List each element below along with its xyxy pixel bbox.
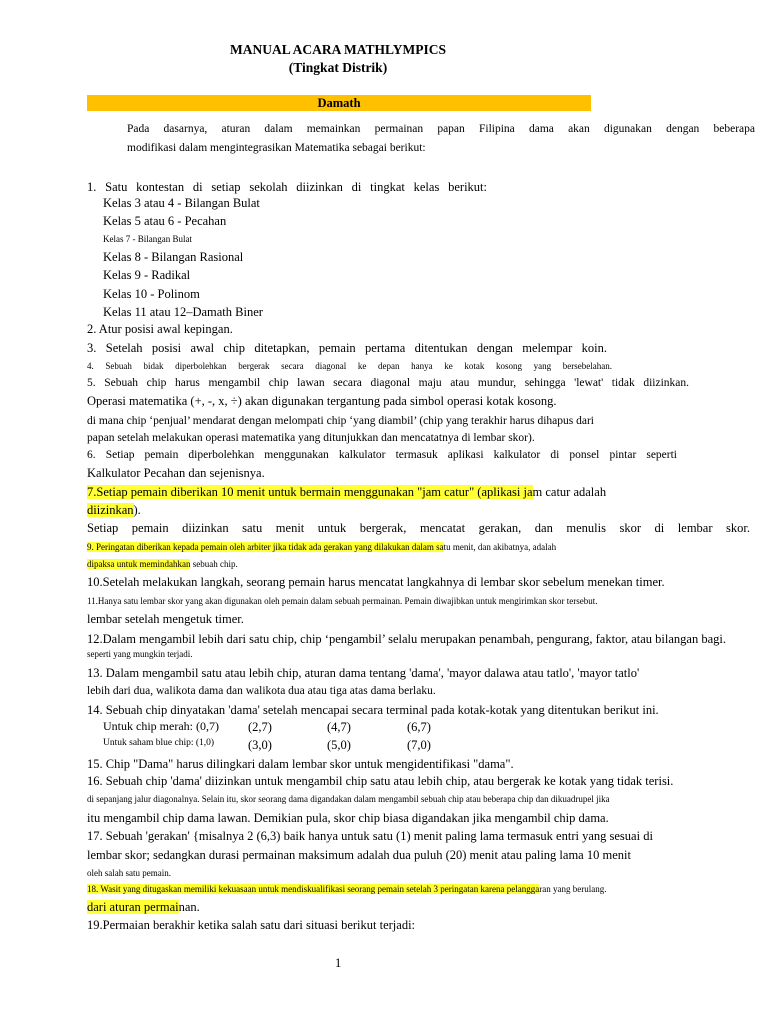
rule-17: 17. Sebuah 'gerakan' {misalnya 2 (6,3) baik hanya untuk satu (1) menit paling lama termasuk entri yang sesuai di [87, 829, 653, 843]
blue-chip-pos-1: (3,0) [248, 738, 272, 752]
rule-17-line-3: oleh salah satu pemain. [87, 868, 171, 878]
rule-18-line-2-tail: nan. [178, 900, 200, 914]
blue-chip-pos-3: (7,0) [407, 738, 431, 752]
rule-8: Setiap pemain diizinkan satu menit untuk bergerak, mencatat gerakan, dan menulis skor di lembar skor. [87, 521, 750, 535]
rule-7-line-2 [87, 503, 141, 518]
rule-6-line-2: Kalkulator Pecahan dan sejenisnya. [87, 466, 265, 480]
grade-7: Kelas 7 - Bilangan Bulat [103, 234, 192, 244]
page-number: 1 [335, 956, 342, 970]
rule-16-line-2: di sepanjang jalur diagonalnya. Selain itu, skor seorang dama digandakan dalam mengambil sebuah chip atau beberapa chip dan dikuadrupel jika [87, 794, 610, 804]
rule-9 [87, 540, 556, 555]
section-header-label: Damath [317, 96, 361, 110]
rule-5-line-4: papan setelah melakukan operasi matematika yang ditunjukkan dan mencatatnya di lembar skor). [87, 432, 535, 444]
rule-17-line-2: lembar skor; sedangkan durasi permainan maksimum adalah dua puluh (20) menit atau paling lama 10 menit [87, 848, 631, 862]
rule-6: 6. Setiap pemain diperbolehkan menggunakan kalkulator termasuk aplikasi kalkulator di ponsel pintar seperti [87, 449, 677, 461]
rule-18 [87, 882, 606, 897]
highlight-rule-18: 18. Wasit yang ditugaskan memiliki kekuasaan untuk mendiskualifikasi seorang pemain setelah 3 peringatan karena pelangga [87, 884, 540, 894]
grade-10: Kelas 10 - Polinom [103, 287, 200, 301]
section-header-bar [87, 95, 591, 111]
rule-5-line-2: Operasi matematika (+, -, x, ÷) akan digunakan tergantung pada simbol operasi kotak kosong. [87, 394, 557, 408]
rule-3: 3. Setelah posisi awal chip ditetapkan, pemain pertama ditentukan dengan melempar koin. [87, 341, 607, 355]
rule-5-line-3: di mana chip ‘penjual’ mendarat dengan melompati chip ‘yang diambil’ (chip yang terakhir harus dihapus dari [87, 415, 594, 427]
intro-line-2: modifikasi dalam mengintegrasikan Matematika sebagai berikut: [127, 142, 426, 154]
highlight-rule-18-line-2: dari aturan permai [87, 900, 179, 914]
red-chip-label: Untuk chip merah: (0,7) [103, 719, 219, 733]
rule-15: 15. Chip "Dama" harus dilingkari dalam lembar skor untuk mengidentifikasi "dama". [87, 757, 514, 771]
rule-12: 12.Dalam mengambil lebih dari satu chip, chip ‘pengambil’ selalu merupakan penambah, pengurang, faktor, atau bilangan bagi. [87, 632, 726, 646]
rule-7-tail: m catur adalah [532, 485, 607, 499]
rule-11-line-2: lembar setelah mengetuk timer. [87, 612, 244, 626]
highlight-rule-7-line-2: diizinkan [87, 503, 134, 517]
red-chip-pos-3: (6,7) [407, 720, 431, 734]
rule-9-line-2-tail: sebuah chip. [190, 559, 238, 569]
rule-16: 16. Sebuah chip 'dama' diizinkan untuk mengambil chip satu atau lebih chip, atau bergerak ke kotak yang tidak terisi. [87, 774, 674, 788]
intro-line-1: Pada dasarnya, aturan dalam memainkan permainan papan Filipina dama akan digunakan dengan beberapa [127, 123, 755, 135]
document-subtitle: (Tingkat Distrik) [288, 60, 388, 75]
red-chip-pos-1: (2,7) [248, 720, 272, 734]
rule-9-line-2 [87, 557, 238, 572]
rule-2: 2. Atur posisi awal kepingan. [87, 322, 233, 336]
rule-10: 10.Setelah melakukan langkah, seorang pemain harus mencatat langkahnya di lembar skor sebelum menekan timer. [87, 575, 665, 589]
rule-9-tail: tu menit, dan akibatnya, adalah [443, 542, 557, 552]
document-title: MANUAL ACARA MATHLYMPICS [229, 42, 446, 57]
highlight-rule-7: 7.Setiap pemain diberikan 10 menit untuk bermain menggunakan "jam catur" (aplikasi ja [87, 485, 533, 499]
rule-7 [87, 485, 606, 500]
highlight-rule-9-line-2: dipaksa untuk memindahkan [87, 559, 191, 569]
rule-12-line-2: seperti yang mungkin terjadi. [87, 649, 193, 659]
blue-chip-label: Untuk saham blue chip: (1,0) [103, 738, 215, 748]
rule-18-tail: ran yang berulang. [539, 884, 607, 894]
grade-8: Kelas 8 - Bilangan Rasional [103, 250, 244, 264]
rule-16-line-3: itu mengambil chip dama lawan. Demikian pula, skor chip biasa digandakan jika mengambil chip dama. [87, 811, 609, 825]
rule-7-line-2-tail: ). [133, 503, 141, 517]
rule-14: 14. Sebuah chip dinyatakan 'dama' setelah mencapai secara terminal pada kotak-kotak yang ditentukan berikut ini. [87, 703, 659, 717]
highlight-rule-9: 9. Peringatan diberikan kepada pemain oleh arbiter jika tidak ada gerakan yang dilakukan dalam sa [87, 542, 444, 552]
rule-5: 5. Sebuah chip harus mengambil chip lawan secara diagonal maju atau mundur, sehingga 'lewat' tidak diizinkan. [87, 377, 689, 389]
rule-11: 11.Hanya satu lembar skor yang akan digunakan oleh pemain dalam sebuah permainan. Pemain diwajibkan untuk mengirimkan skor tersebut. [87, 596, 598, 606]
rule-13: 13. Dalam mengambil satu atau lebih chip, aturan dama tentang 'dama', 'mayor dalawa atau tatlo', 'mayor tatlo' [87, 666, 640, 680]
rule-18-line-2 [87, 900, 200, 915]
rule-1: 1. Satu kontestan di setiap sekolah diizinkan di tingkat kelas berikut: [87, 180, 487, 194]
grade-3-4: Kelas 3 atau 4 - Bilangan Bulat [103, 196, 260, 210]
blue-chip-pos-2: (5,0) [327, 738, 351, 752]
grade-11-12: Kelas 11 atau 12–Damath Biner [103, 305, 263, 319]
grade-5-6: Kelas 5 atau 6 - Pecahan [103, 214, 227, 228]
rule-13-line-2: lebih dari dua, walikota dama dan walikota dua atau tiga atas dama berlaku. [87, 685, 436, 697]
grade-9: Kelas 9 - Radikal [103, 268, 191, 282]
red-chip-pos-2: (4,7) [327, 720, 351, 734]
rule-4: 4. Sebuah bidak diperbolehkan bergerak secara diagonal ke depan hanya ke kotak kosong yang bersebelahan. [87, 361, 612, 371]
rule-19: 19.Permaian berakhir ketika salah satu dari situasi berikut terjadi: [87, 918, 416, 932]
